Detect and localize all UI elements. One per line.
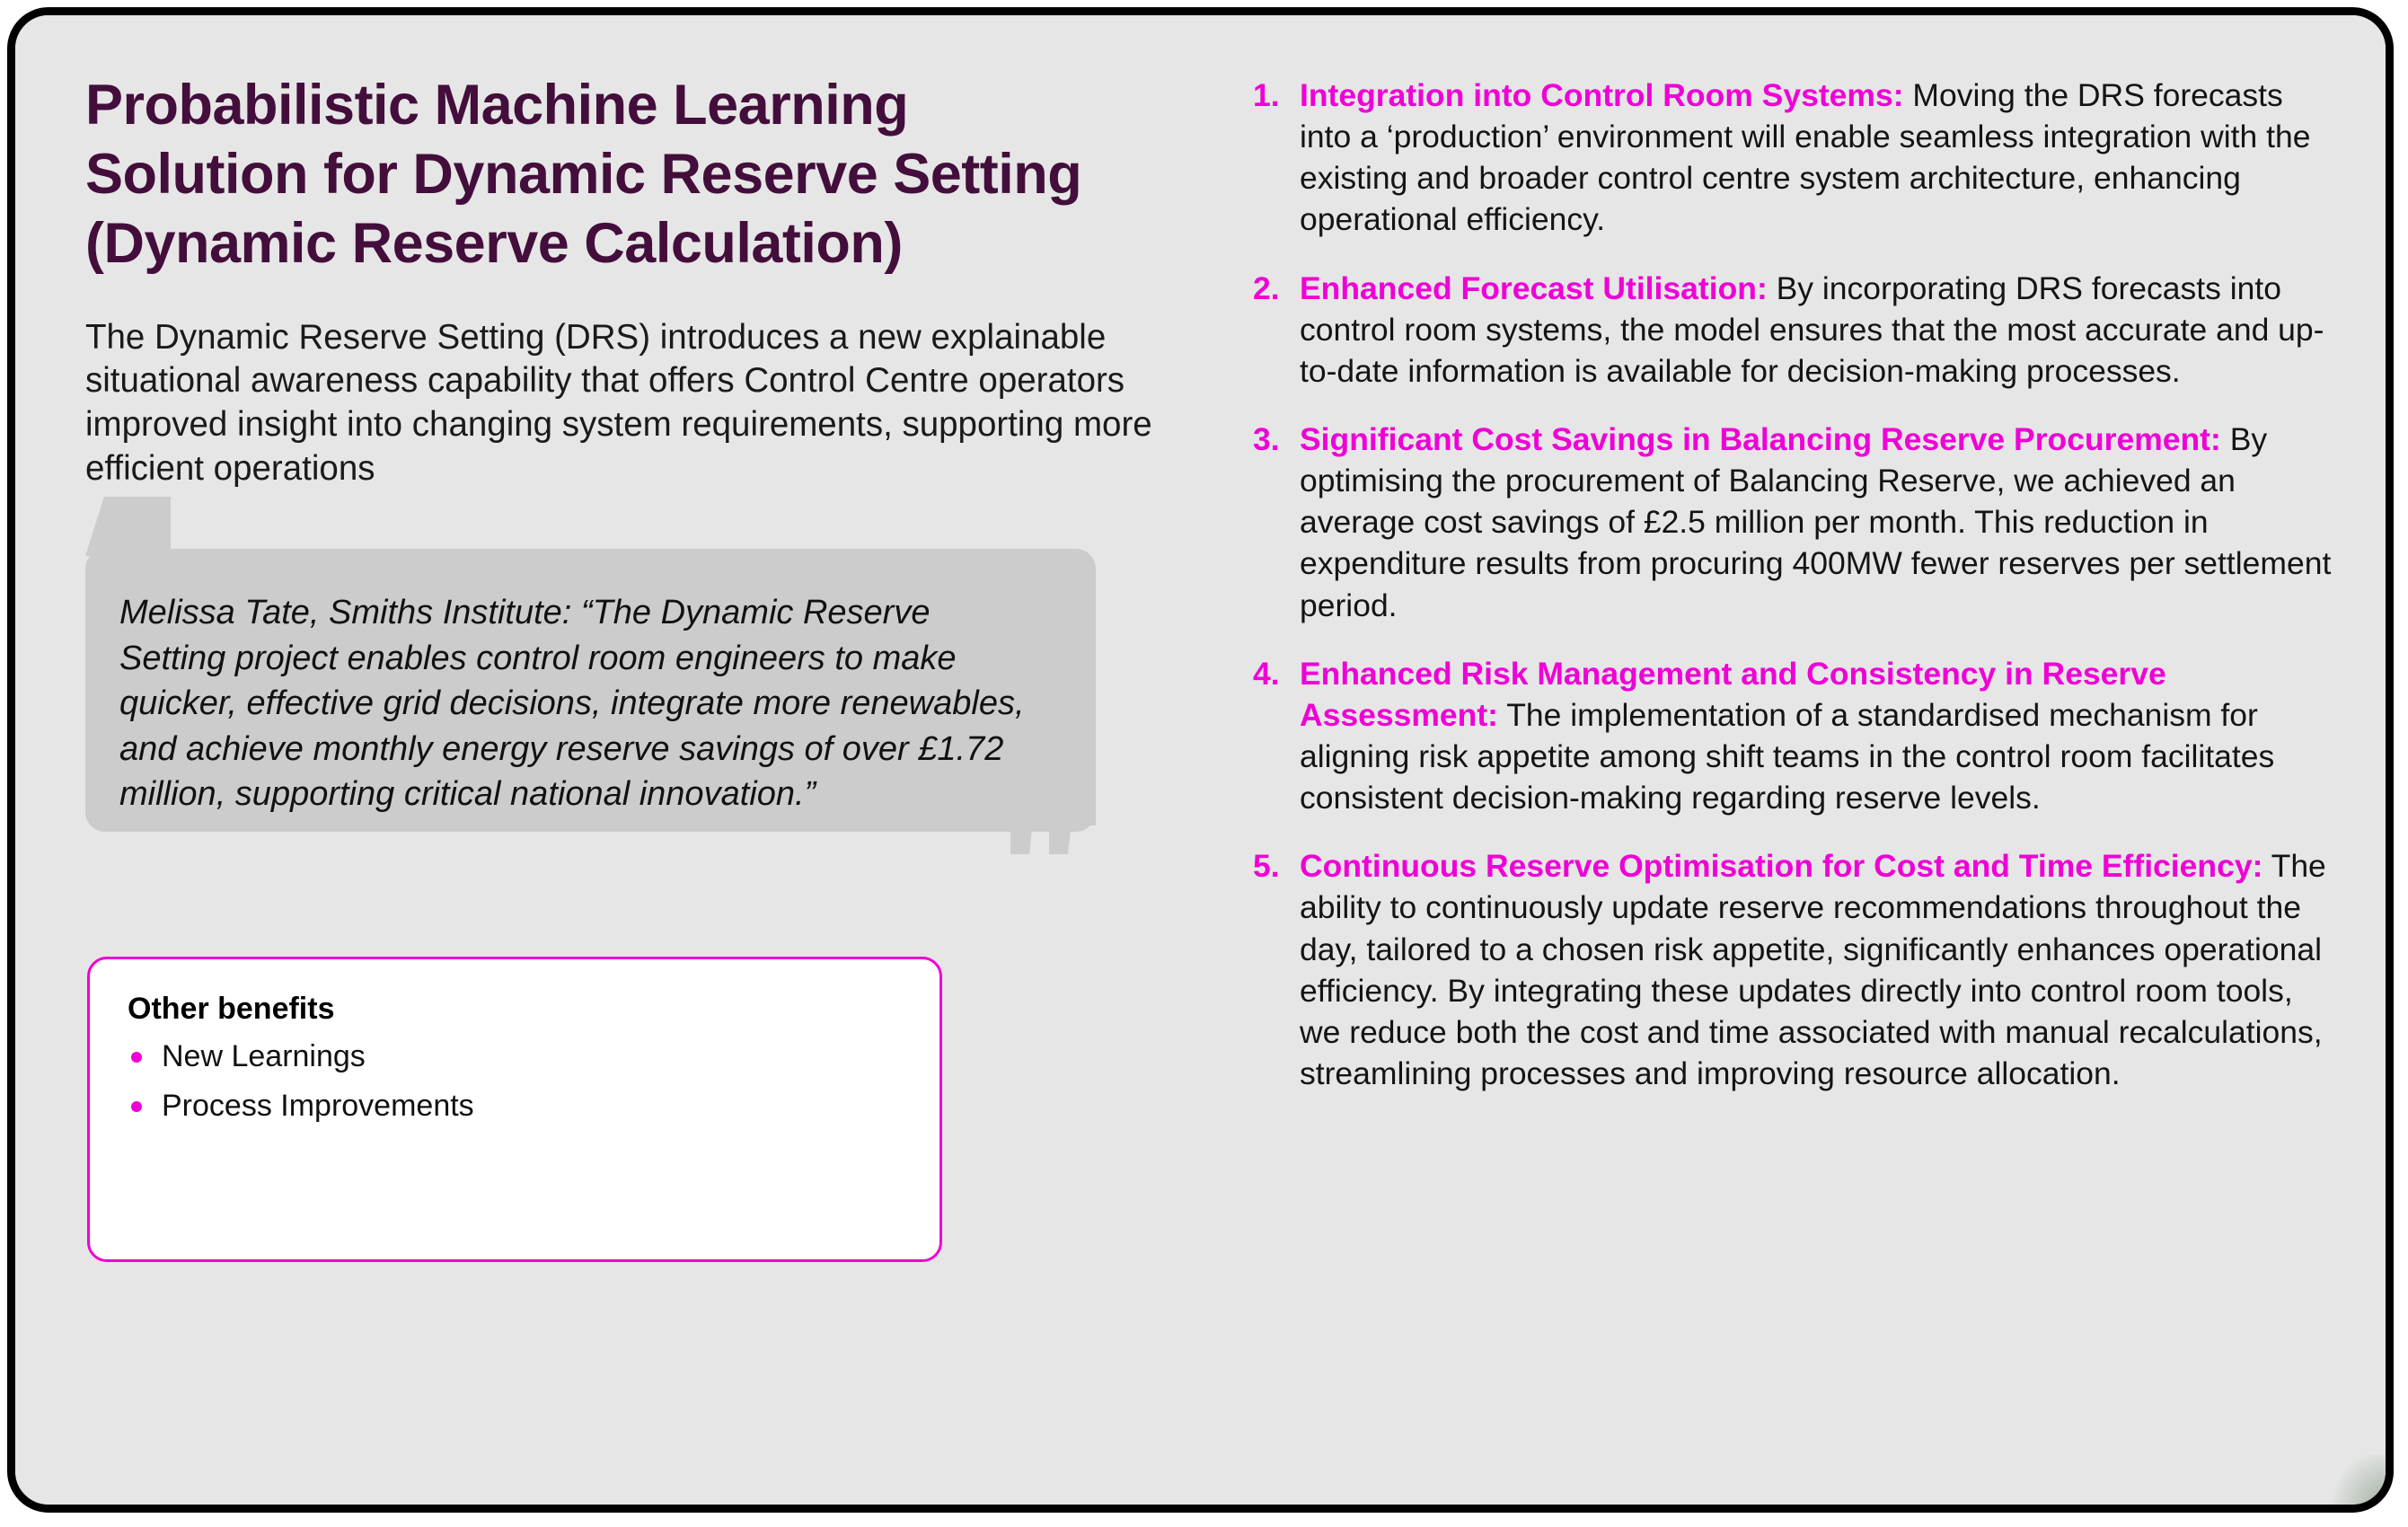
key-point-body: By incorporating DRS forecasts into control room systems, the model ensures that the most accurate and up-to-date information is available for decision-making processes. (1300, 269, 2324, 389)
benefit-label: Process Improvements (162, 1089, 474, 1123)
intro-paragraph: The Dynamic Reserve Setting (DRS) introduces a new explainable situational awareness capability that offers Control Centre operators improved insight into changing system requirements, supporting more efficient operations (85, 317, 1152, 489)
key-point-lead: Continuous Reserve Optimisation for Cost and Time Efficiency: (1300, 848, 2263, 885)
slide-frame (7, 7, 2394, 1513)
right-column (1253, 75, 2335, 1121)
key-point-item (1253, 75, 2335, 241)
other-benefits-list (128, 1041, 904, 1121)
key-point-item (1253, 653, 2335, 819)
key-points-list (1253, 75, 2335, 1094)
key-point-number: 1. (1253, 77, 1280, 113)
other-benefits-card (87, 957, 942, 1262)
key-point-number: 3. (1253, 420, 1280, 457)
key-point-body: Moving the DRS forecasts into a ‘production’ environment will enable seamless integration with the existing and broader control centre system architecture, enhancing operational efficiency. (1300, 77, 2311, 238)
key-point-lead: Integration into Control Room Systems: (1300, 77, 1904, 113)
key-point-lead: Significant Cost Savings in Balancing Reserve Procurement: (1300, 420, 2221, 457)
key-point-lead: Enhanced Risk Management and Consistency in Reserve Assessment: (1300, 655, 2166, 733)
quote-close-mark-icon (1049, 802, 1073, 854)
list-item (128, 1041, 904, 1072)
quote-text: Melissa Tate, Smiths Institute: “The Dynamic Reserve Setting project enables control room engineers to make quicker, effective grid decisions, integrate more renewables, and achieve monthly energy reserve savings of over £1.72 million, supporting critical national innovation.” (119, 594, 1025, 814)
benefit-label: New Learnings (162, 1039, 366, 1073)
key-point-number: 2. (1253, 269, 1280, 306)
key-point-body: By optimising the procurement of Balancing Reserve, we achieved an average cost savings of £2.5 million per month. This reduction in expenditure results from procuring 400MW fewer reserves per settlement period. (1300, 420, 2332, 623)
key-point-lead: Enhanced Forecast Utilisation: (1300, 269, 1768, 306)
slide-canvas (15, 15, 2386, 1505)
key-point-number: 4. (1253, 655, 1280, 692)
key-point-item (1253, 845, 2335, 1094)
key-point-item (1253, 419, 2335, 626)
left-column (85, 71, 1190, 491)
key-point-body: The ability to continuously update reserve recommendations throughout the day, tailored to a chosen risk appetite, significantly enhances operational efficiency. By integrating these updates directly into control room tools, we reduce both the cost and time associated with manual recalculations, streamlining processes and improving resource allocation. (1300, 848, 2326, 1091)
key-point-body: The implementation of a standardised mechanism for aligning risk appetite among shift teams in the control room facilitates consistent decision-making regarding reserve levels. (1300, 696, 2275, 816)
bullet-dot-icon (131, 1101, 142, 1112)
other-benefits-title: Other benefits (128, 992, 335, 1026)
key-point-number: 5. (1253, 848, 1280, 885)
key-point-item (1253, 268, 2335, 392)
list-item (128, 1090, 904, 1121)
quote-block (85, 520, 1163, 879)
page-title: Probabilistic Machine Learning Solution for Dynamic Reserve Setting (Dynamic Reserve Calculation) (85, 74, 1082, 275)
bullet-dot-icon (131, 1052, 142, 1063)
